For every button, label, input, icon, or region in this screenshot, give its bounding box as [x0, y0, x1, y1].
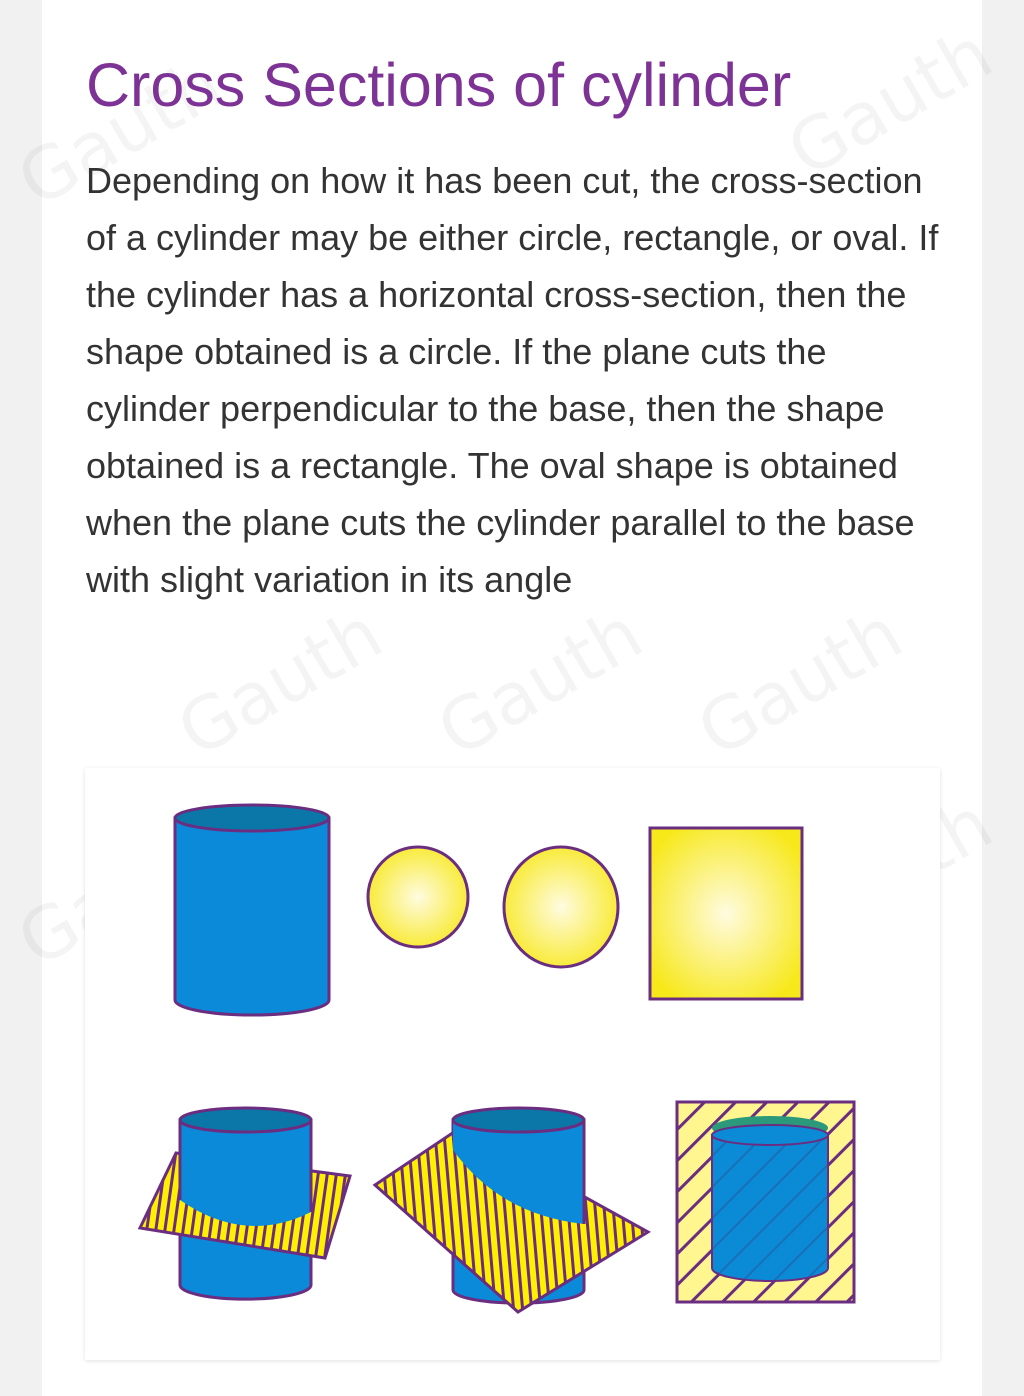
- cylinder-horizontal-cut-icon: [140, 1108, 350, 1299]
- page-title: Cross Sections of cylinder: [86, 51, 792, 119]
- cylinder-icon: [175, 805, 329, 1015]
- cylinder-vertical-cut-icon: [677, 1102, 854, 1302]
- description-paragraph: Depending on how it has been cut, the cross-section of a cylinder may be either circle, rectangle, or oval. If the cylinder has a horizontal cross-section, then the shape obtained is a circle. If the plane cuts the cylinder perpendicular to the base, then the shape obtained is a rectangle. The oval shape is obtained when the plane cuts the cylinder parallel to the base with slight variation in its angle: [86, 160, 939, 600]
- circle-section-icon: [368, 847, 468, 947]
- rectangle-section-icon: [650, 828, 802, 999]
- oval-section-icon: [504, 847, 618, 967]
- cylinder-cross-sections-illustration: [85, 768, 940, 1360]
- cylinder-oblique-cut-icon: [375, 1108, 648, 1312]
